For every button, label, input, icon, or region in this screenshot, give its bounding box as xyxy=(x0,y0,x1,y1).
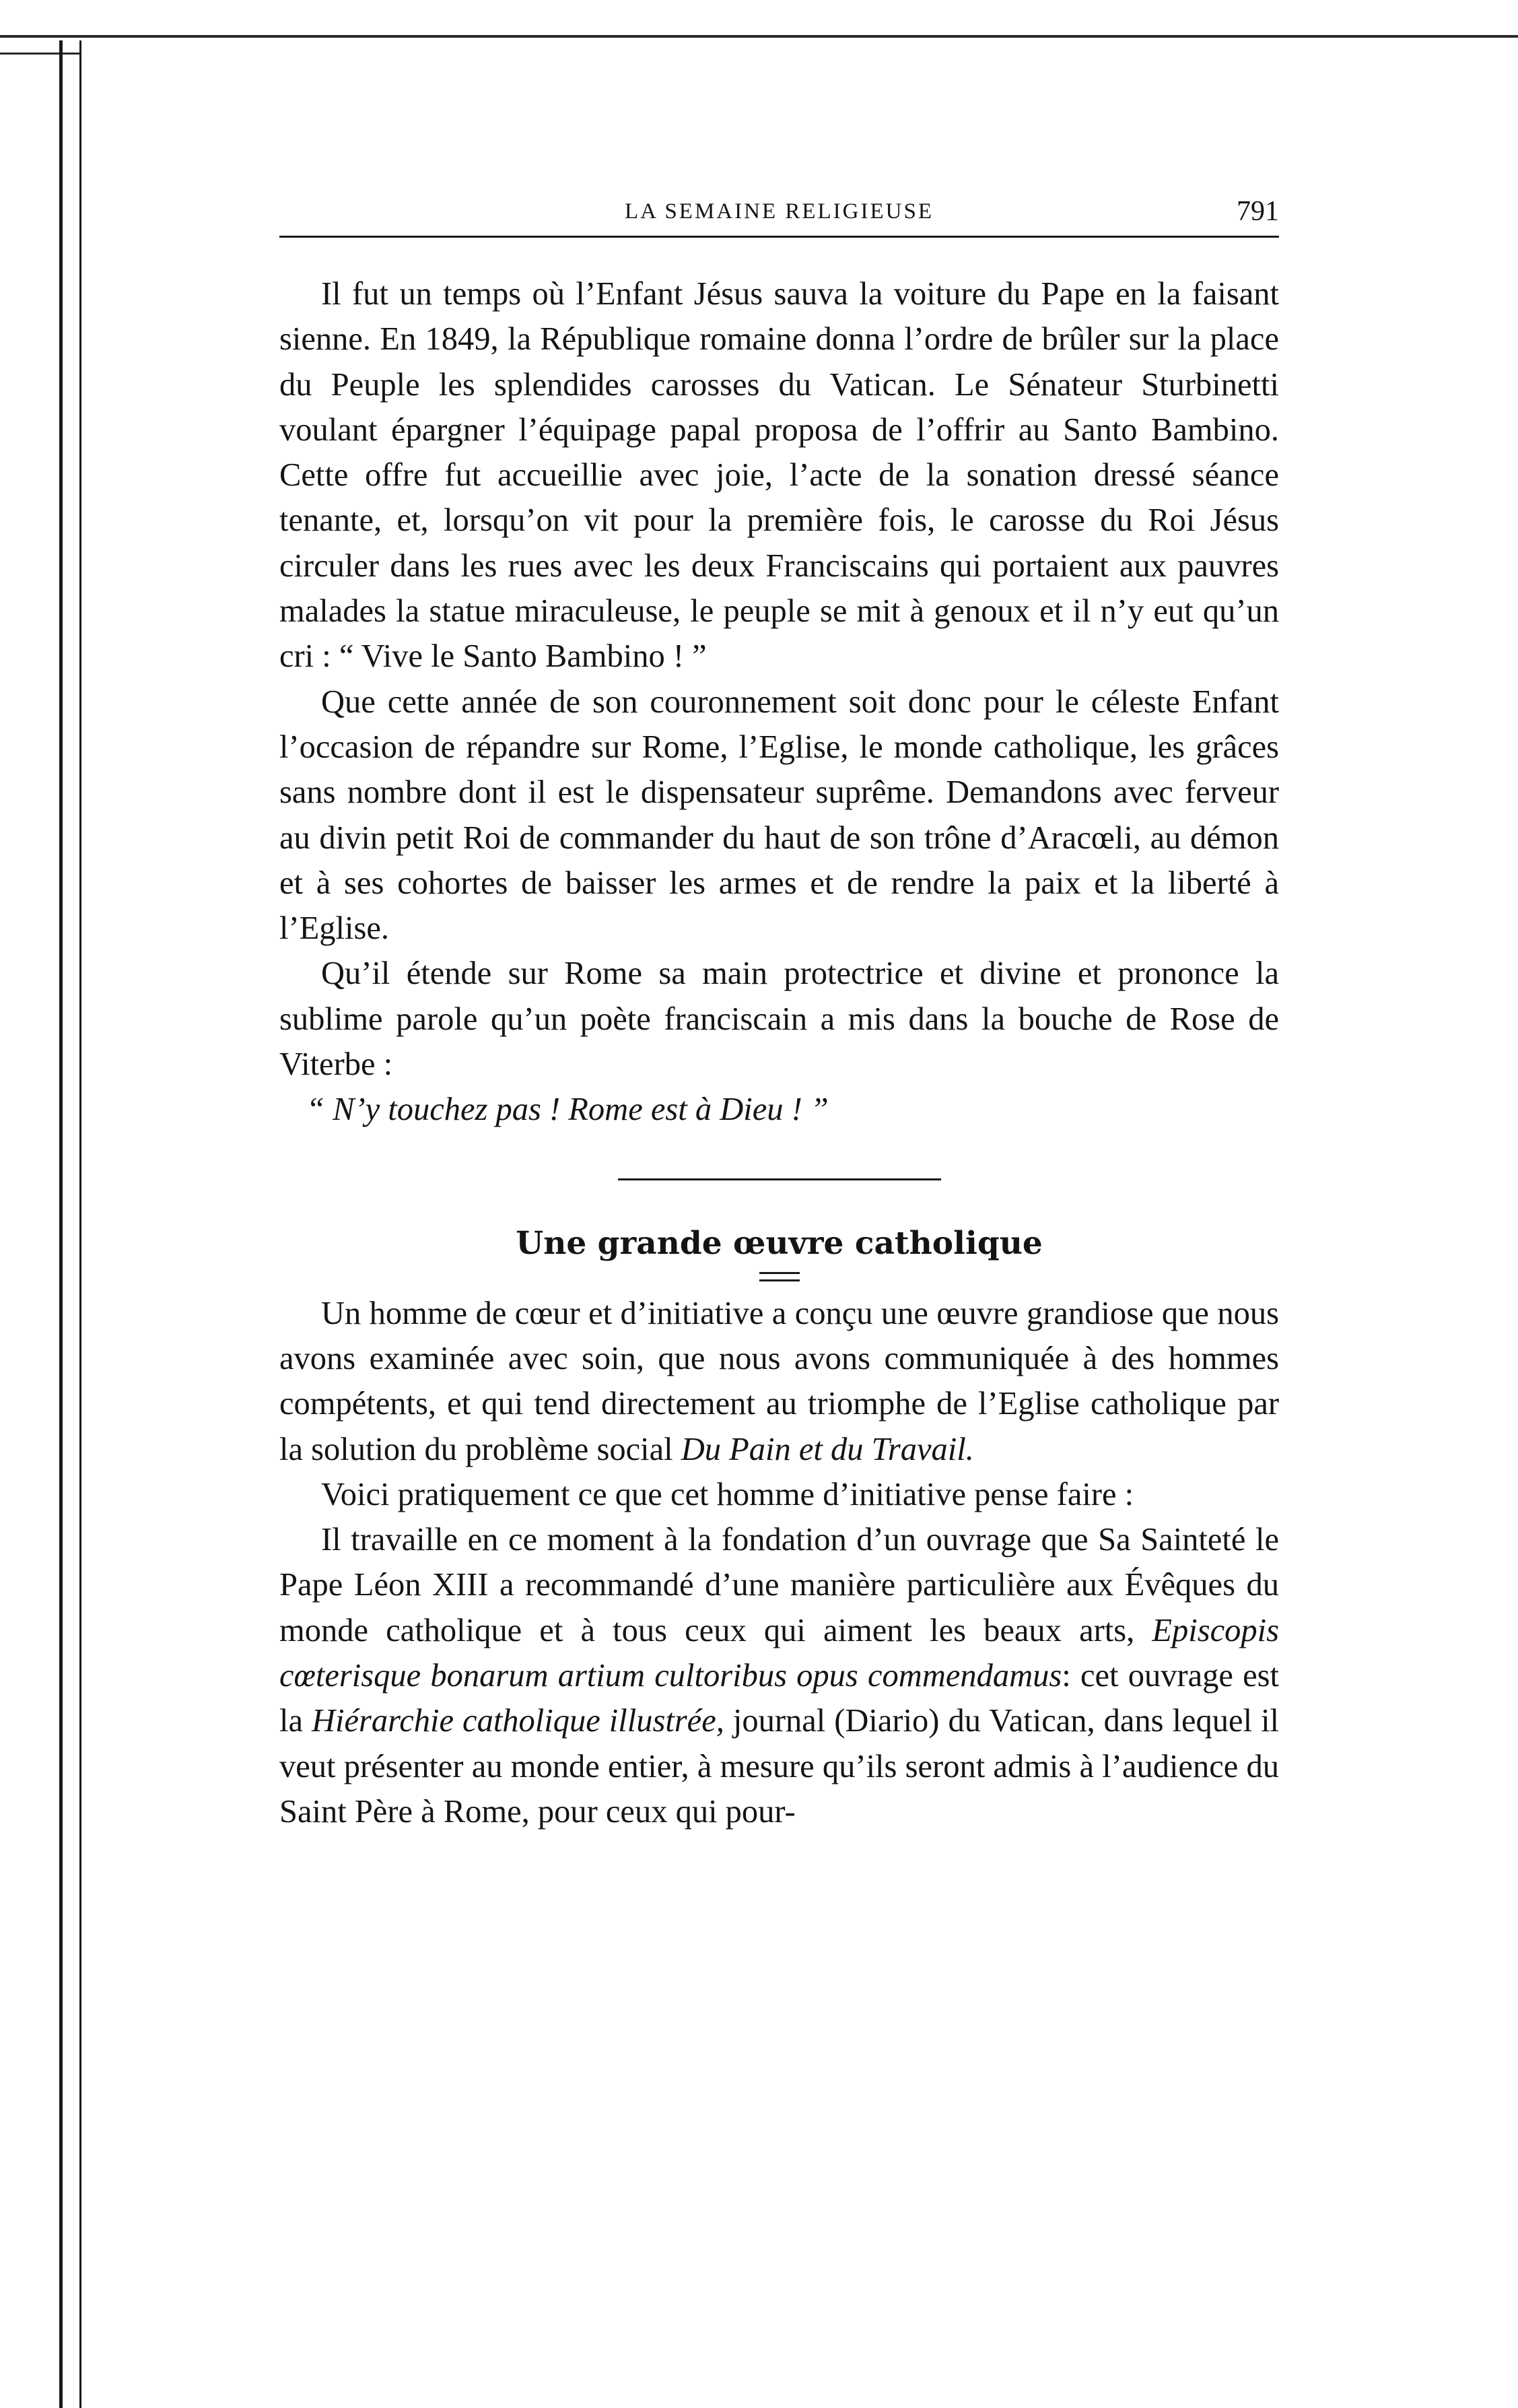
title-ornament xyxy=(759,1272,800,1281)
journal-title: Hiérarchie catholique illustrée, xyxy=(312,1703,724,1739)
journal-text-c: journal (Diario) du Vatican, dans lequel il veut présenter au monde entier, à mesure qu’ils seront admis à l’audience du Saint Père à Rome, pour ceux qui pour- xyxy=(279,1703,1280,1830)
paragraph-hierarchy-journal xyxy=(279,1517,1279,1834)
paragraph-plan: Voici pratiquement ce que cet homme d’initiative pense faire : xyxy=(321,1476,1134,1512)
paragraph-santo-bambino-carriage: Il fut un temps où l’Enfant Jésus sauva la voiture du Pape en la faisant sienne. En 1849, la République romaine donna l’ordre de brûler sur la place du Peuple les splendides carosses du Vatican. Le Sénateur Sturbinetti voulant épargner l’équipage papal proposa de l’offrir au Santo Bambino. Cette offre fut accueillie avec joie, l’acte de la sonation dressé séance tenante, et, lorsqu’on vit pour la première fois, le carosse du Roi Jésus circuler dans les rues avec les deux Franciscains qui portaient aux pauvres malades la statue miraculeuse, le peuple se mit à genoux et il n’y eut qu’un cri : “ Vive le Santo Bambino ! ” xyxy=(279,276,1279,675)
phrase-du-pain-et-du-travail: Du Pain et du Travail. xyxy=(681,1431,974,1467)
section-title: Une grande œuvre catholique xyxy=(516,1224,1043,1262)
journal-text-a: Il travaille en ce moment à la fondation d’un ouvrage que Sa Sainteté le Pape Léon XIII a recommandé d’une manière particulière aux Évêques du monde catholique et à tous ceux qui aiment les beaux arts, xyxy=(279,1522,1279,1648)
binding-edge-line xyxy=(59,40,63,2408)
paragraph-great-work-intro xyxy=(279,1291,1279,1472)
latin-commendation: Episcopis cœterisque bonarum artium cultoribus opus commendamus xyxy=(279,1612,1279,1694)
page-number: 791 xyxy=(1237,196,1279,227)
running-header xyxy=(279,195,1279,238)
scan-top-edge-left xyxy=(0,53,81,55)
page-body xyxy=(279,195,1279,1834)
paragraph-coronation-year: Que cette année de son couronnement soit donc pour le céleste Enfant l’occasion de répandre sur Rome, l’Eglise, le monde catholique, les grâces sans nombre dont il est le dispensateur suprême. Demandons avec ferveur au divin petit Roi de commander du haut de son trône d’Aracœli, au démon et à ses cohortes de baisser les armes et de rendre la paix et la liberté à l’Eglise. xyxy=(279,683,1279,947)
paragraph-protective-hand: Qu’il étende sur Rome sa main protectrice et divine et prononce la sublime parole qu’un poète franciscain a mis dans la bouche de Rose de Viterbe : xyxy=(279,956,1279,1083)
quote-rome-is-gods: “ N’y touchez pas ! Rome est à Dieu ! ” xyxy=(306,1092,829,1128)
scan-top-edge xyxy=(0,35,1518,38)
section-separator-rule xyxy=(618,1178,941,1180)
paragraph-great-work-text: Un homme de cœur et d’initiative a conçu une œuvre grandiose que nous avons examinée avec soin, que nous avons communiquée à des hommes compétents, et qui tend directement au triomphe de l’Eglise catholique par la solution du problème social xyxy=(279,1295,1279,1467)
journal-text-b: : cet ouvrage est la xyxy=(279,1658,1280,1739)
running-title: LA SEMAINE RELIGIEUSE xyxy=(625,199,934,224)
binding-edge-line-inner xyxy=(79,40,81,2408)
